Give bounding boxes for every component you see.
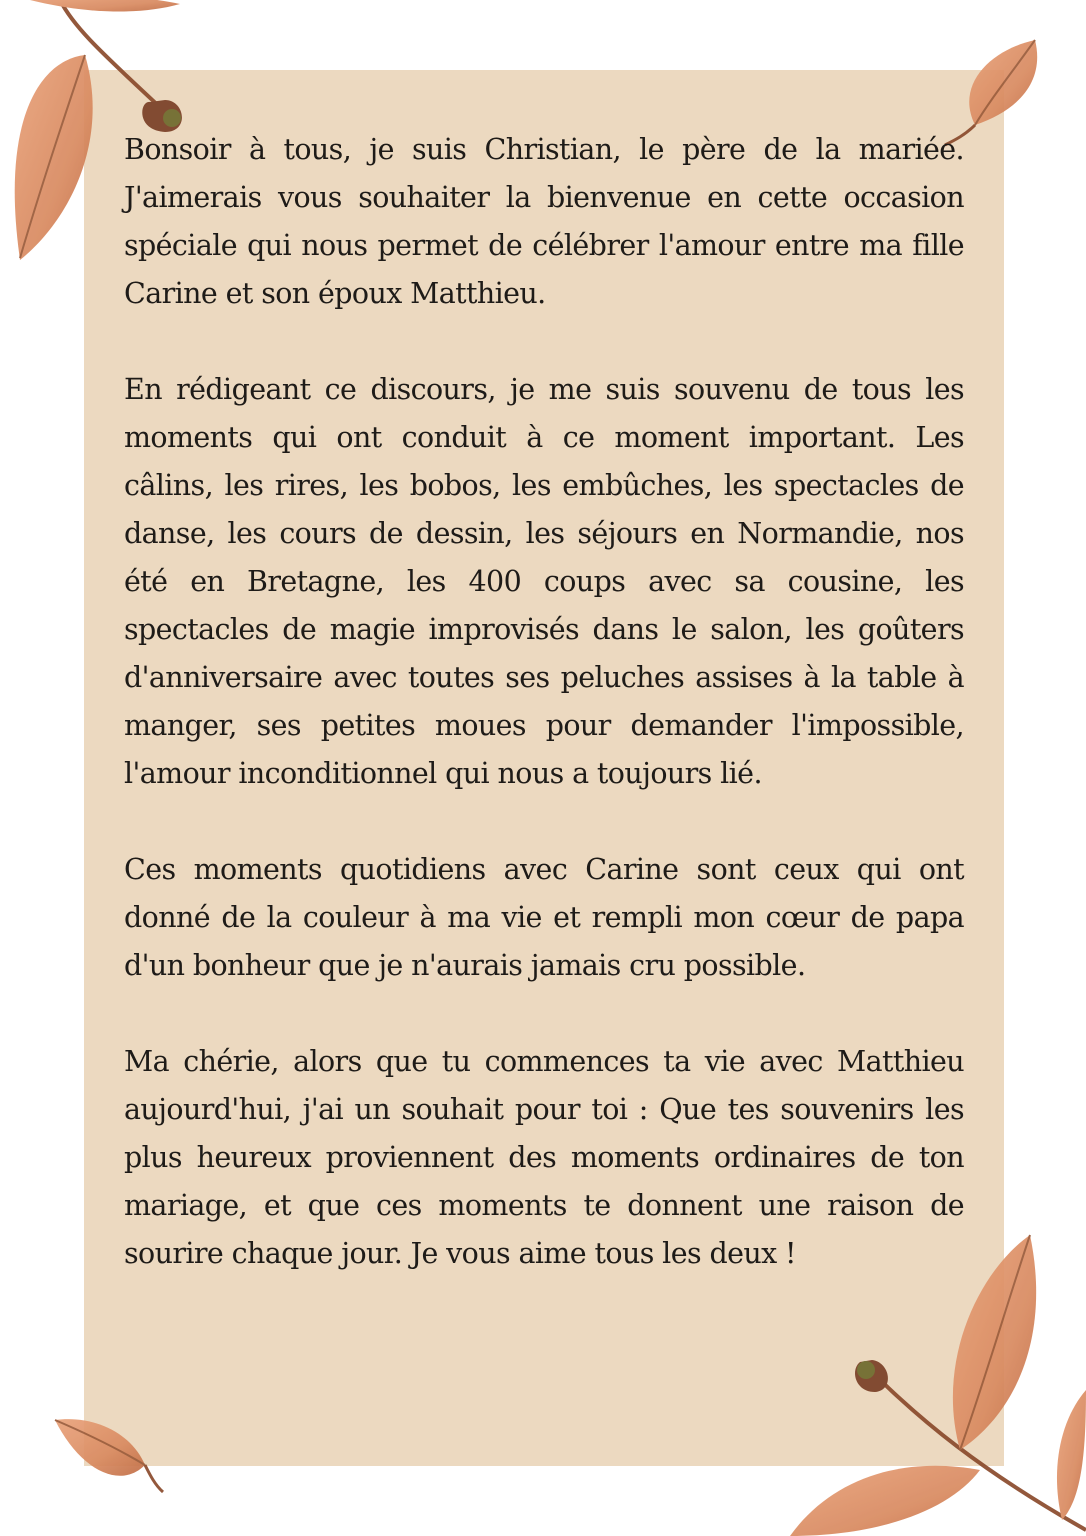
paragraph-memories: En rédigeant ce discours, je me suis souvenu de tous les moments qui ont conduit à ce moment important. Les câlins, les rires, les bobos, les embûches, les spectacles de danse, les cours de dessin, les séjours en Normandie, nos été en Bretagne, les 400 coups avec sa cousine, les spectacles de magie improvisés dans le salon, les goûters d'anniversaire avec toutes ses peluches assises à la table à manger, ses petites moues pour demander l'impossible, l'amour inconditionnel qui nous a toujours lié. <box>124 373 964 790</box>
paragraph-daily-moments: Ces moments quotidiens avec Carine sont ceux qui ont donné de la couleur à ma vie et rempli mon cœur de papa d'un bonheur que je n'aurais jamais cru possible. <box>124 853 964 982</box>
paragraph-greeting: Bonsoir à tous, je suis Christian, le père de la mariée. J'aimerais vous souhaiter la bienvenue en cette occasion spéciale qui nous permet de célébrer l'amour entre ma fille Carine et son époux Matthieu. <box>124 133 964 310</box>
speech-text <box>124 126 964 1278</box>
paragraph-wish: Ma chérie, alors que tu commences ta vie avec Matthieu aujourd'hui, j'ai un souhait pour toi : Que tes souvenirs les plus heureux proviennent des moments ordinaires de ton mariage, et que ces moments te donnent une raison de sourire chaque jour. Je vous aime tous les deux ! <box>124 1045 964 1270</box>
